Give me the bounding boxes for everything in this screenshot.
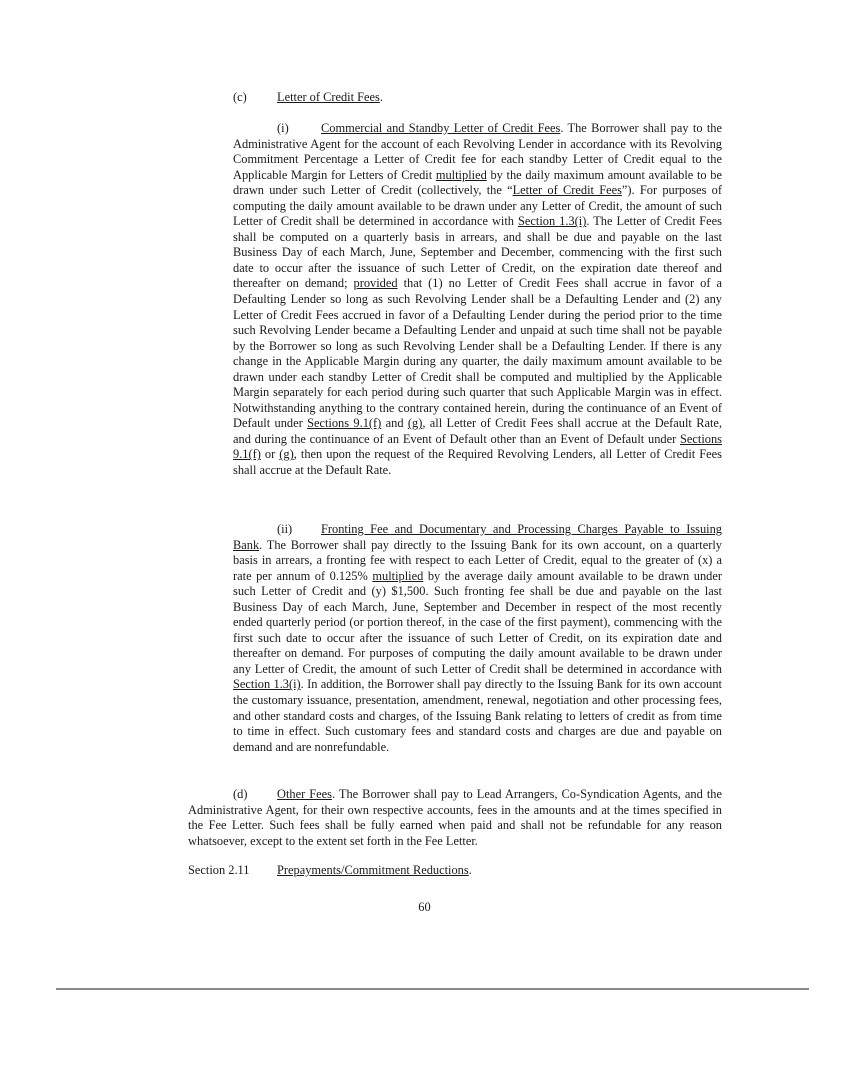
- heading-c-title: Letter of Credit Fees: [277, 90, 380, 104]
- paragraph-d: (d) Other Fees. The Borrower shall pay to Lead Arrangers, Co-Syndication Agents, and the Administrative Agent, for their own respective accounts, fees in the amounts and at the times specified in the Fee Letter. Such fees shall be fully earned when paid and shall not be refundable for any reason whatsoever, except to the extent set forth in the Fee Letter.: [188, 787, 722, 848]
- cross-reference-section-1-3-i: Section 1.3(i): [517, 214, 587, 229]
- paragraph-i-marker: (i): [277, 121, 289, 135]
- paragraph-i-title: Commercial and Standby Letter of Credit Fees: [321, 121, 561, 135]
- paragraph-ii: (ii) Fronting Fee and Documentary and Processing Charges Payable to Issuing Bank. The Borrower shall pay directly to the Issuing Bank for its own account, on a quarterly basis in arrears, a fronting fee with respect to each Letter of Credit, equal to the greater of (x) a rate per annum of 0.125% multiplied by the average daily amount available to be drawn under such Letter of Credit and (y) $1,500. Such fronting fee shall be due and payable on the last Business Day of each March, June, September and December in respect of the most recently ended quarterly period (or portion thereof, in the case of the first payment), commencing with the first such date to occur after the issuance of such Letter of Credit, on its expiration date and thereafter on demand. For purposes of computing the daily amount available to be drawn under any Letter of Credit, the amount of such Letter of Credit shall be determined in accordance with Section 1.3(i). In addition, the Borrower shall pay directly to the Issuing Bank for its own account the customary issuance, presentation, amendment, renewal, negotiation and other processing fees, and other standard costs and charges, of the Issuing Bank relating to letters of credit as from time to time in effect. Such customary fees and standard costs and charges are due and payable on demand and are nonrefundable.: [233, 522, 723, 754]
- section-title: Prepayments/Commitment Reductions: [277, 863, 469, 877]
- paragraph-ii-marker: (ii): [277, 522, 293, 536]
- section-2-11-heading: Section 2.11 Prepayments/Commitment Reductions.: [188, 863, 472, 877]
- paragraph-i: (i) Commercial and Standby Letter of Credit Fees. The Borrower shall pay to the Administrative Agent for the account of each Revolving Lender in accordance with its Revolving Commitment Percentage a Letter of Credit fee for each standby Letter of Credit equal to the Applicable Margin for Letters of Credit multiplied by the daily maximum amount available to be drawn under such Letter of Credit (collectively, the “Letter of Credit Fees”). For purposes of computing the daily amount available to be drawn under any Letter of Credit, the amount of such Letter of Credit shall be determined in accordance with Section 1.3(i). The Letter of Credit Fees shall be computed on a quarterly basis in arrears, and shall be due and payable on the last Business Day of each March, June, September and December, commencing with the first such date to occur after the issuance of such Letter of Credit, on the expiration date thereof and thereafter on demand; provided that (1) no Letter of Credit Fees shall accrue in favor of a Defaulting Lender so long as such Revolving Lender shall be a Defaulting Lender and (2) any Letter of Credit Fees accrued in favor of a Defaulting Lender during the period prior to the time such Revolving Lender became a Defaulting Lender and unpaid at such time shall not be payable by the Borrower so long as such Revolving Lender shall be a Defaulting Lender. If there is any change in the Applicable Margin during any quarter, the daily maximum amount available to be drawn under each standby Letter of Credit shall be computed and multiplied by the Applicable Margin separately for each period during such quarter that such Applicable Margin was in effect. Notwithstanding anything to the contrary contained herein, during the continuance of an Event of Default under Sections 9.1(f) and (g), all Letter of Credit Fees shall accrue at the Default Rate, and during the continuance of an Event of Default other than an Event of Default under Sections 9.1(f) or (g), then upon the request of the Required Revolving Lenders, all Letter of Credit Fees shall accrue at the Default Rate.: [233, 121, 723, 478]
- heading-c: (c) Letter of Credit Fees.: [233, 90, 383, 104]
- page-bottom-rule: [56, 988, 809, 990]
- paragraph-ii-title: Fronting Fee and Documentary and Processing Charges Payable to Issuing Bank: [233, 522, 722, 552]
- paragraph-d-marker: (d): [233, 787, 248, 801]
- heading-c-marker: (c): [233, 90, 247, 104]
- cross-reference-sections-9-1-f: Sections 9.1(f): [307, 416, 382, 431]
- section-number: Section 2.11: [188, 863, 250, 877]
- cross-reference-sections-9-1-f: Sections 9.1(f): [233, 431, 722, 462]
- cross-reference-section-1-3-i: Section 1.3(i): [233, 677, 301, 692]
- defined-term-letter-of-credit-fees: Letter of Credit Fees: [512, 183, 622, 198]
- paragraph-d-title: Other Fees: [277, 787, 332, 801]
- page-number: 60: [418, 900, 431, 914]
